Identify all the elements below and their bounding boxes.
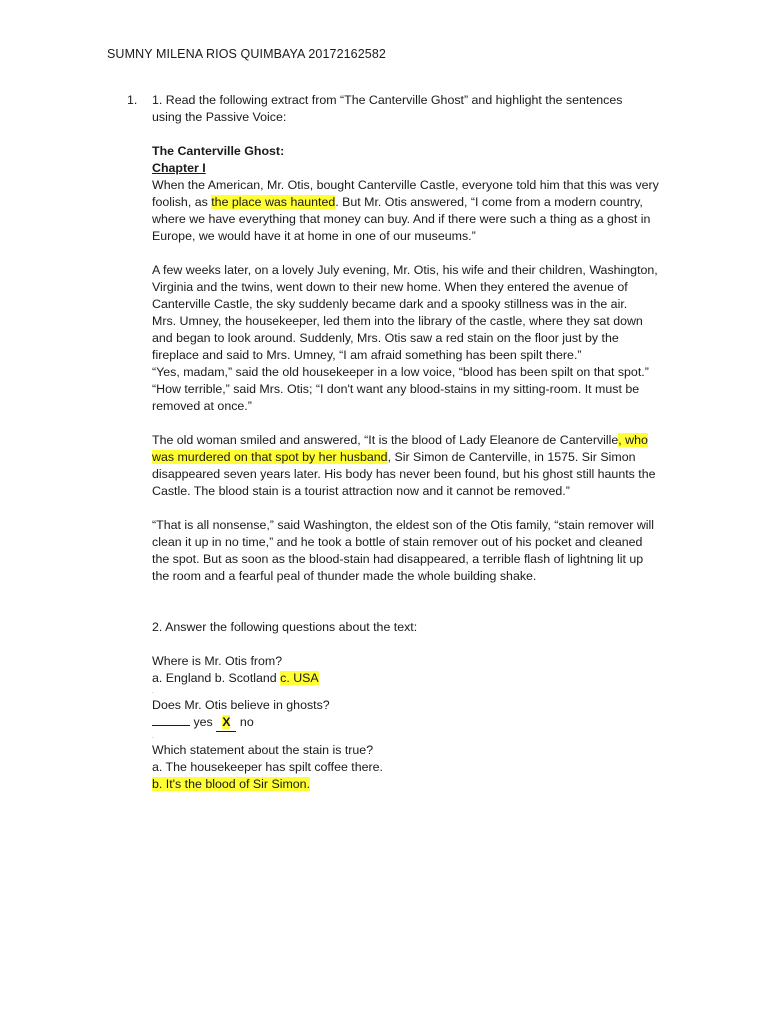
text-span: . But Mr. Otis answered, “I come from a modern country, xyxy=(335,195,643,209)
chapter-label: Chapter I xyxy=(152,161,206,175)
paragraph-line: Castle. The blood stain is a tourist attraction now and it cannot be removed.” xyxy=(152,484,570,498)
text-span: , Sir Simon de Canterville, in 1575. Sir Simon xyxy=(387,450,636,464)
paragraph-line: where we have everything that money can buy. And if there were such a thing as a ghost in xyxy=(152,212,651,226)
passive-highlight: the place was haunted xyxy=(211,195,336,209)
passive-highlight: was murdered on that spot by her husband xyxy=(152,450,388,464)
paragraph-line: clean it up in no time,” and he took a bottle of stain remover out of his pocket and cleaned xyxy=(152,535,643,549)
paragraph-line xyxy=(152,449,672,466)
question-1-options xyxy=(152,670,672,687)
list-number: 1. xyxy=(127,93,138,107)
text-span: a. England b. Scotland xyxy=(152,671,281,685)
paragraph-line: and began to look around. Suddenly, Mrs. Otis saw a red stain on the floor just by the xyxy=(152,331,619,345)
answer-highlight: c. USA xyxy=(280,671,319,685)
paragraph-line: Virginia and the twins, went down to their new home. When they entered the avenue of xyxy=(152,280,628,294)
no-answer-mark xyxy=(216,714,236,732)
answer-highlight: X xyxy=(222,715,231,729)
paragraph-line: A few weeks later, on a lovely July evening, Mr. Otis, his wife and their children, Washington, xyxy=(152,263,658,277)
instruction-line: 1. Read the following extract from “The Canterville Ghost” and highlight the sentences xyxy=(152,93,623,107)
separator-dot: . xyxy=(152,734,154,740)
author-header: SUMNY MILENA RIOS QUIMBAYA 20172162582 xyxy=(107,47,386,61)
yes-blank xyxy=(152,714,190,726)
paragraph-line: removed at once.” xyxy=(152,399,252,413)
text-span: The old woman smiled and answered, “It is the blood of Lady Eleanore de Canterville xyxy=(152,433,619,447)
paragraph-line: disappeared seven years later. His body has never been found, but his ghost still haunts the xyxy=(152,467,656,481)
answer-highlight: b. It's the blood of Sir Simon. xyxy=(152,777,311,791)
yes-label: yes xyxy=(193,715,213,729)
paragraph-line: Europe, we would have it at home in one of our museums.” xyxy=(152,229,476,243)
paragraph-line: “How terrible,” said Mrs. Otis; “I don't want any blood-stains in my sitting-room. It must be xyxy=(152,382,640,396)
passive-highlight: , who xyxy=(618,433,648,447)
question-3-option-b xyxy=(152,776,672,793)
section2-instruction: 2. Answer the following questions about the text: xyxy=(152,620,418,634)
document-body xyxy=(152,92,672,793)
paragraph-line: Mrs. Umney, the housekeeper, led them into the library of the castle, where they sat down xyxy=(152,314,643,328)
paragraph-line: Canterville Castle, the sky suddenly became dark and a spooky stillness was in the air. xyxy=(152,297,628,311)
separator-dot: . xyxy=(152,689,154,695)
instruction-line: using the Passive Voice: xyxy=(152,110,287,124)
no-label: no xyxy=(239,715,254,729)
paragraph-line xyxy=(152,194,672,211)
question-1: Where is Mr. Otis from? xyxy=(152,654,283,668)
paragraph-line: fireplace and said to Mrs. Umney, “I am afraid something has been spilt there.” xyxy=(152,348,582,362)
paragraph-line: “That is all nonsense,” said Washington, the eldest son of the Otis family, “stain remover will xyxy=(152,518,655,532)
paragraph-line: When the American, Mr. Otis, bought Canterville Castle, everyone told him that this was very xyxy=(152,178,659,192)
paragraph-line: the room and a fearful peal of thunder made the whole building shake. xyxy=(152,569,537,583)
story-title: The Canterville Ghost: xyxy=(152,144,285,158)
question-3-option-a: a. The housekeeper has spilt coffee there. xyxy=(152,760,383,774)
paragraph-line xyxy=(152,432,672,449)
paragraph-line: “Yes, madam,” said the old housekeeper in a low voice, “blood has been spilt on that spot.” xyxy=(152,365,649,379)
question-2-options xyxy=(152,714,672,732)
paragraph-line: the spot. But as soon as the blood-stain had disappeared, a terrible flash of lightning lit up xyxy=(152,552,644,566)
question-3: Which statement about the stain is true? xyxy=(152,743,374,757)
text-span: foolish, as xyxy=(152,195,212,209)
chapter-heading xyxy=(152,160,672,177)
question-2: Does Mr. Otis believe in ghosts? xyxy=(152,698,330,712)
